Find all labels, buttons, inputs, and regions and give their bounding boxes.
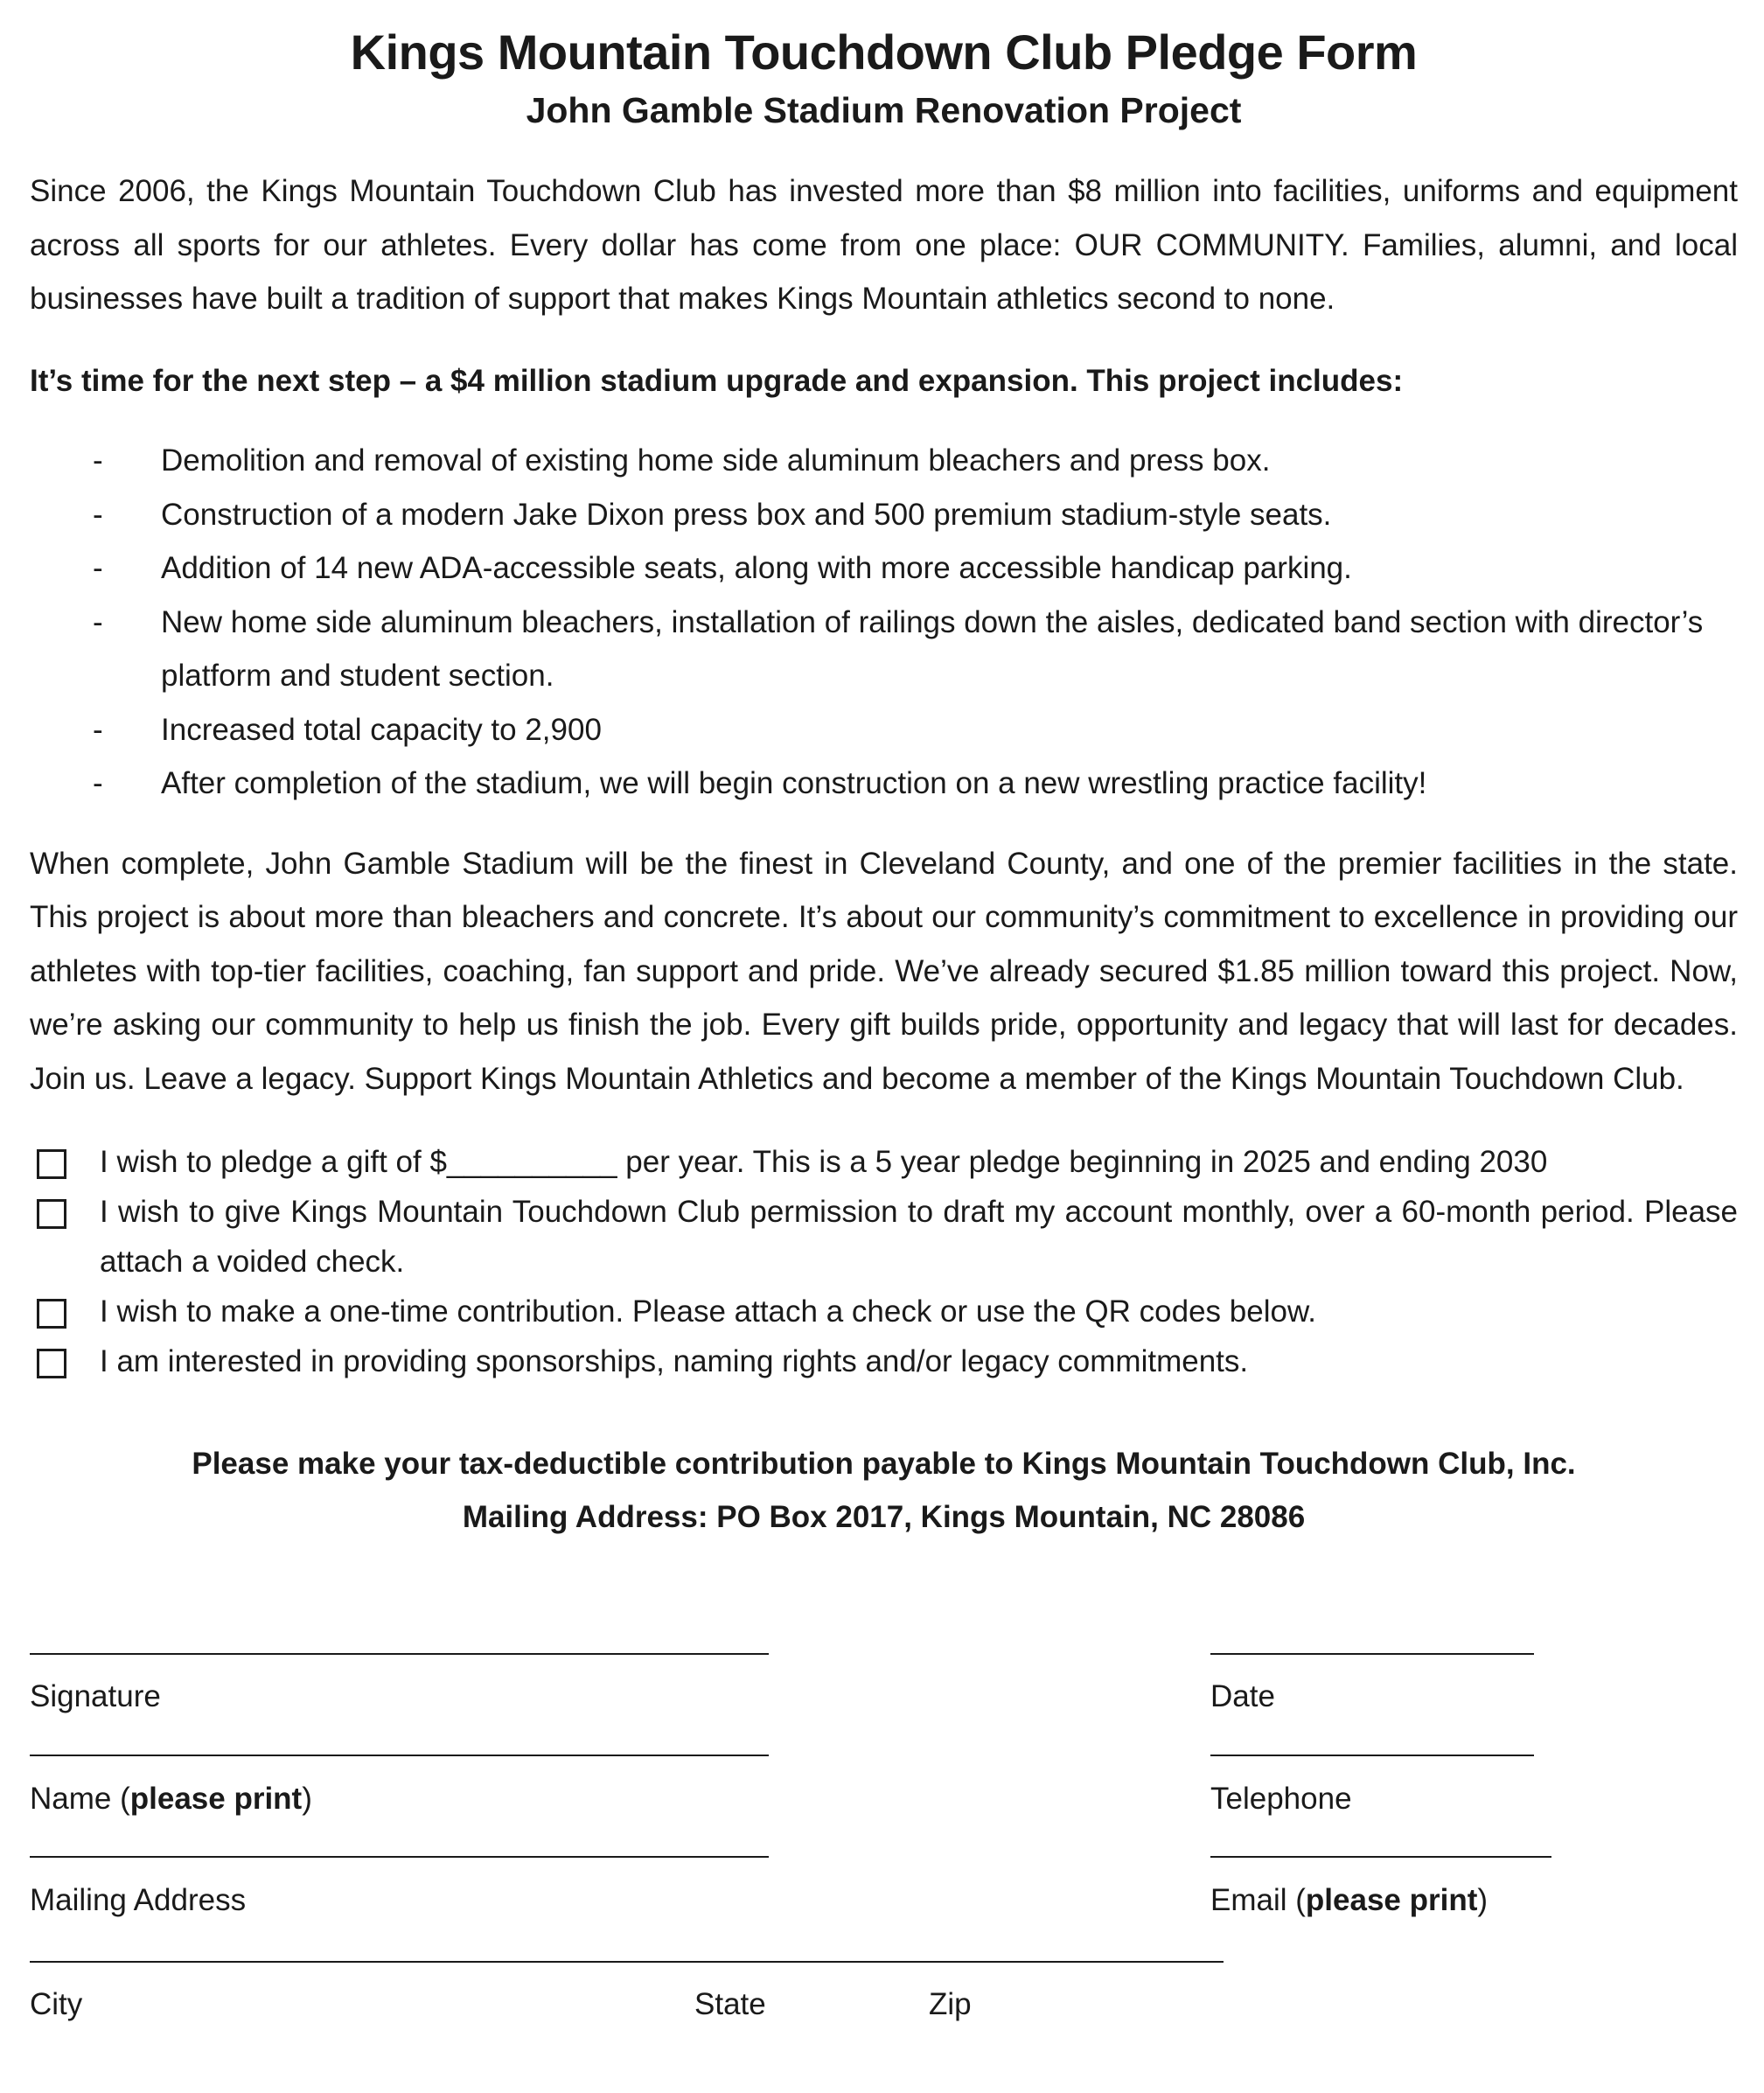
mailing-address-field-line[interactable]	[30, 1856, 769, 1858]
bullet-dash: -	[93, 497, 103, 532]
pledge-options	[30, 1137, 1738, 1386]
date-line[interactable]	[1210, 1653, 1534, 1655]
pledge-checkbox[interactable]	[37, 1149, 66, 1179]
bullet-dash: -	[93, 551, 103, 585]
form-subtitle: John Gamble Stadium Renovation Project	[526, 90, 1242, 130]
signature-fields	[30, 1653, 1735, 2090]
mailing-address-line: Mailing Address: PO Box 2017, Kings Mountain, NC 28086	[462, 1500, 1306, 1534]
option-label: I wish to give Kings Mountain Touchdown Club permission to draft my account monthly, over a 60-month period. Please attach a voided check.	[100, 1195, 1738, 1279]
date-label: Date	[1210, 1679, 1275, 1713]
list-item: - Construction of a modern Jake Dixon press box and 500 premium stadium-style seats.	[30, 488, 1738, 542]
list-item: - Increased total capacity to 2,900	[30, 703, 1738, 757]
bullet-dash: -	[93, 766, 103, 800]
name-label: Name (please print)	[30, 1782, 312, 1816]
signature-label: Signature	[30, 1679, 161, 1713]
list-item: - Addition of 14 new ADA-accessible seats, along with more accessible handicap parking.	[30, 541, 1738, 596]
option-sponsorship	[30, 1336, 1738, 1386]
intro-paragraph: Since 2006, the Kings Mountain Touchdown Club has invested more than $8 million into facilities, uniforms and equipment across all sports for our athletes. Every dollar has come from one place: OUR COMMUNITY. Families, alumni, and local businesses have built a tradition of support that makes Kings Mountain athletics second to none.	[30, 174, 1738, 316]
option-label: I wish to make a one-time contribution. Please attach a check or use the QR codes below.	[100, 1294, 1317, 1329]
option-label: I am interested in providing sponsorships, naming rights and/or legacy commitments.	[100, 1344, 1249, 1378]
sponsorship-checkbox[interactable]	[37, 1349, 66, 1378]
option-monthly-draft	[30, 1187, 1738, 1287]
signature-line[interactable]	[30, 1653, 769, 1655]
form-title: Kings Mountain Touchdown Club Pledge Form	[350, 24, 1418, 80]
payable-line: Please make your tax-deductible contribution payable to Kings Mountain Touchdown Club, Inc.	[192, 1447, 1576, 1481]
mailing-address-label: Mailing Address	[30, 1883, 247, 1917]
bullet-dash: -	[93, 712, 103, 747]
state-label: State	[694, 1987, 766, 2021]
project-list	[30, 434, 1738, 811]
payable-info	[30, 1437, 1738, 1544]
option-label: I wish to pledge a gift of $__________ per year. This is a 5 year pledge beginning in 2025 and ending 2030	[100, 1145, 1548, 1179]
email-line[interactable]	[1210, 1856, 1551, 1858]
list-item: - New home side aluminum bleachers, installation of railings down the aisles, dedicated band section with director’s platform and student section.	[30, 596, 1738, 703]
project-heading: It’s time for the next step – a $4 million stadium upgrade and expansion. This project includes:	[30, 363, 1404, 398]
email-label: Email (please print)	[1210, 1883, 1489, 1917]
draft-checkbox[interactable]	[37, 1199, 66, 1229]
name-line[interactable]	[30, 1755, 769, 1756]
zip-label: Zip	[929, 1987, 972, 2021]
closing-paragraph: When complete, John Gamble Stadium will be the finest in Cleveland County, and one of the premier facilities in the state. This project is about more than bleachers and concrete. It’s about our community’s commitment to excellence in providing our athletes with top-tier facilities, coaching, fan support and pride. We’ve already secured $1.85 million toward this project. Now, we’re asking our community to help us finish the job. Every gift builds pride, opportunity and legacy that will last for decades. Join us. Leave a legacy. Support Kings Mountain Athletics and become a member of the Kings Mountain Touchdown Club.	[30, 846, 1738, 1096]
telephone-line[interactable]	[1210, 1755, 1534, 1756]
list-item: - After completion of the stadium, we will begin construction on a new wrestling practice facility!	[30, 757, 1738, 811]
bullet-dash: -	[93, 604, 103, 639]
option-annual-pledge	[30, 1137, 1738, 1187]
option-one-time	[30, 1287, 1738, 1336]
city-state-zip-line[interactable]	[30, 1961, 1224, 1963]
one-time-checkbox[interactable]	[37, 1299, 66, 1329]
telephone-label: Telephone	[1210, 1782, 1352, 1816]
city-label: City	[30, 1987, 83, 2021]
bullet-dash: -	[93, 443, 103, 478]
list-item: - Demolition and removal of existing home side aluminum bleachers and press box.	[30, 434, 1738, 488]
